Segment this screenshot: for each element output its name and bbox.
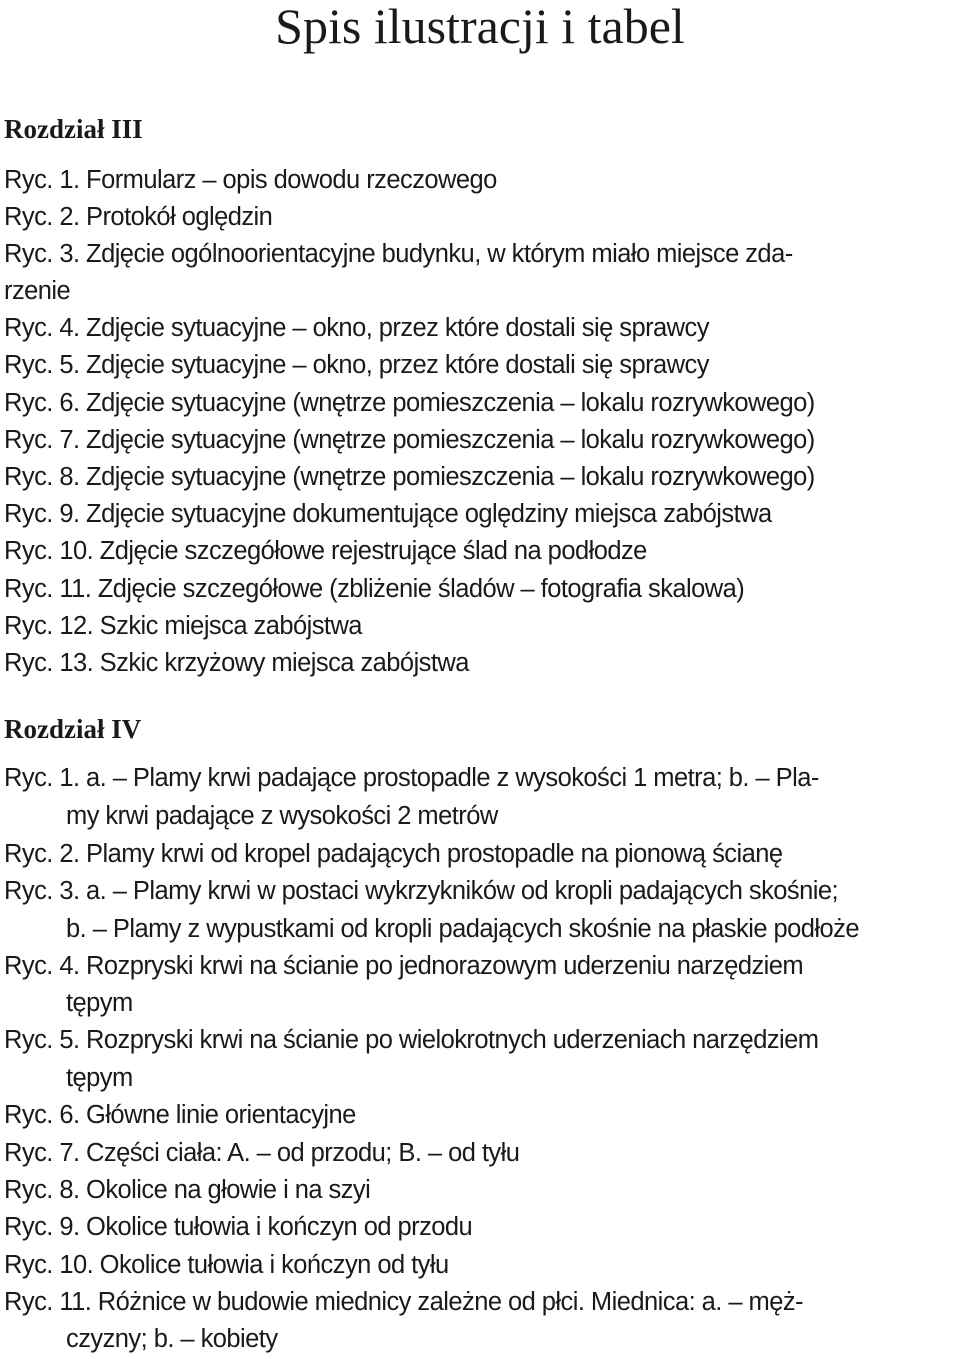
list-item: Ryc. 5. Zdjęcie sytuacyjne – okno, przez które dostali się sprawcy	[4, 351, 709, 379]
list-item: Ryc. 11. Różnice w budowie miednicy zależne od płci. Miednica: a. – męż-	[4, 1288, 803, 1316]
list-item: Ryc. 10. Okolice tułowia i kończyn od tyłu	[4, 1251, 449, 1279]
list-item: Ryc. 8. Okolice na głowie i na szyi	[4, 1176, 371, 1204]
list-item: Ryc. 7. Zdjęcie sytuacyjne (wnętrze pomieszczenia – lokalu rozrywkowego)	[4, 426, 815, 454]
list-item-continuation: tępym	[66, 1064, 133, 1092]
list-item-continuation: rzenie	[4, 277, 71, 305]
list-item: Ryc. 11. Zdjęcie szczegółowe (zbliżenie śladów – fotografia skalowa)	[4, 575, 745, 603]
list-item: Ryc. 3. Zdjęcie ogólnoorientacyjne budynku, w którym miało miejsce zda-	[4, 240, 793, 268]
list-item: Ryc. 9. Okolice tułowia i kończyn od przodu	[4, 1213, 473, 1241]
section-heading-chapter-3: Rozdział III	[4, 114, 143, 144]
list-item: Ryc. 3. a. – Plamy krwi w postaci wykrzykników od kropli padających skośnie;	[4, 877, 839, 905]
list-item: Ryc. 1. a. – Plamy krwi padające prostopadle z wysokości 1 metra; b. – Pla-	[4, 764, 819, 792]
list-item-continuation: tępym	[66, 989, 133, 1017]
list-item: Ryc. 13. Szkic krzyżowy miejsca zabójstwa	[4, 649, 469, 677]
page-title: Spis ilustracji i tabel	[275, 0, 685, 54]
list-item: Ryc. 8. Zdjęcie sytuacyjne (wnętrze pomieszczenia – lokalu rozrywkowego)	[4, 463, 815, 491]
list-item-continuation: czyzny; b. – kobiety	[66, 1325, 278, 1353]
list-item: Ryc. 1. Formularz – opis dowodu rzeczowego	[4, 166, 497, 194]
section-heading-chapter-4: Rozdział IV	[4, 714, 142, 744]
list-item: Ryc. 5. Rozpryski krwi na ścianie po wielokrotnych uderzeniach narzędziem	[4, 1026, 819, 1054]
list-item: Ryc. 2. Protokół oględzin	[4, 203, 273, 231]
list-item-continuation: b. – Plamy z wypustkami od kropli padających skośnie na płaskie podłoże	[66, 915, 859, 943]
list-item: Ryc. 4. Zdjęcie sytuacyjne – okno, przez które dostali się sprawcy	[4, 314, 709, 342]
list-item: Ryc. 6. Główne linie orientacyjne	[4, 1101, 356, 1129]
list-item: Ryc. 4. Rozpryski krwi na ścianie po jednorazowym uderzeniu narzędziem	[4, 952, 804, 980]
list-item: Ryc. 6. Zdjęcie sytuacyjne (wnętrze pomieszczenia – lokalu rozrywkowego)	[4, 389, 815, 417]
list-item: Ryc. 7. Części ciała: A. – od przodu; B. – od tyłu	[4, 1139, 520, 1167]
list-item: Ryc. 10. Zdjęcie szczegółowe rejestrujące ślad na podłodze	[4, 537, 647, 565]
list-item: Ryc. 2. Plamy krwi od kropel padających prostopadle na pionową ścianę	[4, 840, 783, 868]
list-item: Ryc. 12. Szkic miejsca zabójstwa	[4, 612, 362, 640]
list-item-continuation: my krwi padające z wysokości 2 metrów	[66, 802, 498, 830]
list-item: Ryc. 9. Zdjęcie sytuacyjne dokumentujące oględziny miejsca zabójstwa	[4, 500, 772, 528]
